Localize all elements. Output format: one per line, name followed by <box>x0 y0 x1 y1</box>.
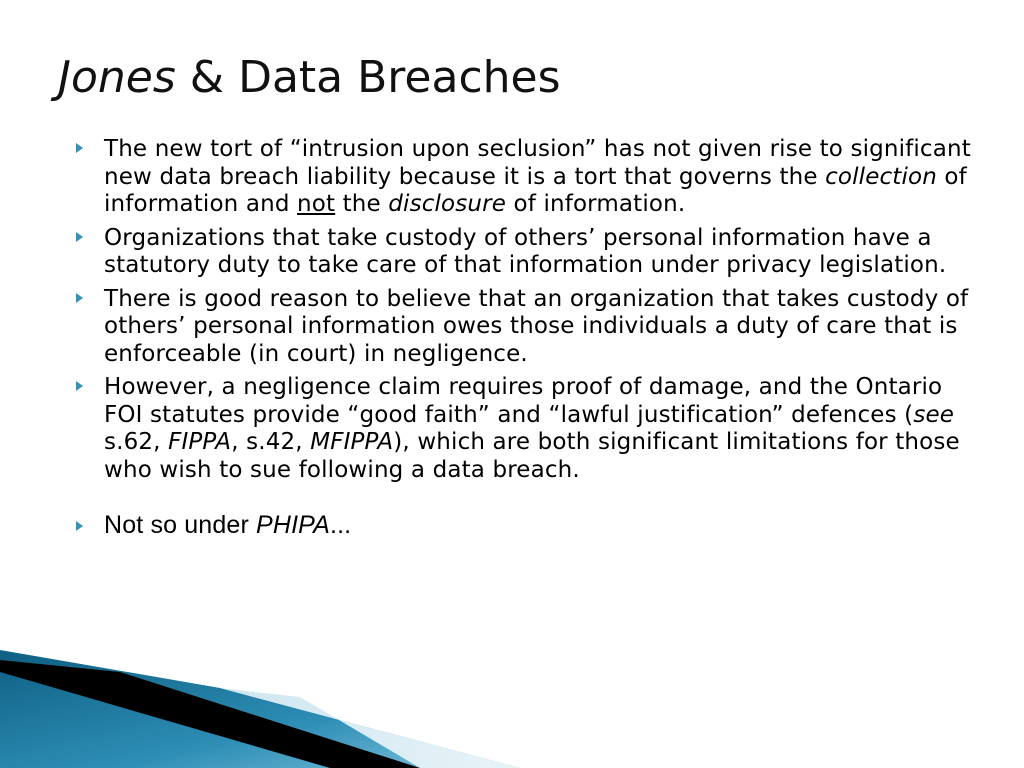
bullet-arrow-icon <box>76 143 83 153</box>
bullet-list <box>74 136 974 540</box>
text-run: However, a negligence claim requires proof of damage, and the Ontario FOI statutes provide “good faith” and “lawful justification” defences ( <box>104 374 943 428</box>
bullet-arrow-icon <box>76 521 83 531</box>
bullet-arrow-icon <box>76 293 83 303</box>
slide-title <box>58 48 561 108</box>
italic-mfippa: MFIPPA <box>310 429 394 455</box>
text-run: of information and <box>104 163 967 217</box>
text-run: ... <box>329 511 352 539</box>
text-run: s.62, <box>104 429 169 455</box>
italic-disclosure: disclosure <box>388 191 507 217</box>
bullet-item-4 <box>74 374 974 484</box>
bullet-text-4 <box>104 374 974 484</box>
underlined-not: not <box>297 191 336 217</box>
text-run: , s.42, <box>231 429 311 455</box>
bullet-item-1 <box>74 136 974 219</box>
bullet-arrow-icon <box>76 381 83 391</box>
italic-phipa: PHIPA <box>256 511 330 539</box>
text-run: Not so under <box>104 511 257 539</box>
title-italic-jones: Jones <box>58 52 176 103</box>
title-rest: & Data Breaches <box>175 52 561 103</box>
italic-collection: collection <box>825 163 937 190</box>
bullet-text-3: There is good reason to believe that an organization that takes custody of others’ personal information owes those individuals a duty of care that is enforceable (in court) in negligence. <box>104 285 969 367</box>
bullet-text-2: Organizations that take custody of others’ personal information have a statutory duty to take care of that information under privacy legislation. <box>104 224 947 278</box>
text-run: The new tort of “intrusion upon seclusion” has not given rise to significant new data breach liability because it is a tort that governs the <box>104 136 971 190</box>
italic-see: see <box>913 401 955 428</box>
bullet-text-1 <box>104 136 974 219</box>
text-run: of information. <box>506 191 686 217</box>
bullet-text-5 <box>104 512 974 540</box>
bullet-item-2 <box>74 225 974 280</box>
bullet-arrow-icon <box>76 232 83 242</box>
text-run: the <box>335 191 389 217</box>
bullet-item-3 <box>74 286 974 369</box>
text-run: ), which are both significant limitations for those who wish to sue following a data breach. <box>104 429 960 483</box>
italic-fippa: FIPPA <box>168 429 232 455</box>
bullet-item-5 <box>74 512 974 540</box>
